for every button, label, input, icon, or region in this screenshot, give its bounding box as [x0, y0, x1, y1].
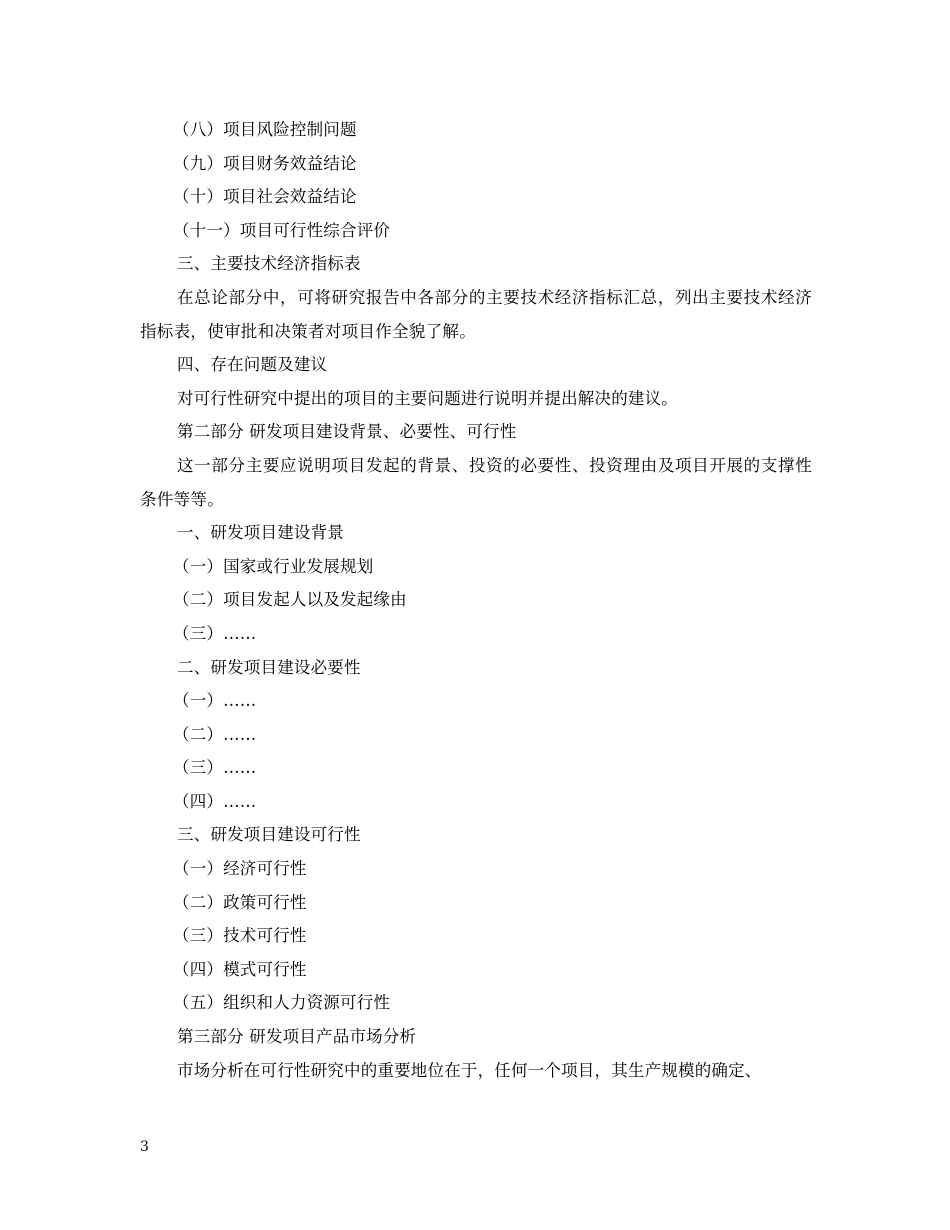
list-item: （一）经济可行性	[173, 859, 307, 879]
list-item: （二）政策可行性	[173, 892, 307, 912]
heading-line: 四、存在问题及建议	[177, 355, 328, 375]
paragraph: 在总论部分中，可将研究报告中各部分的主要技术经济指标汇总，列出主要技术经济指标表，使审批和决策者对项目作全貌了解。	[140, 287, 812, 341]
list-item: （三）……	[173, 758, 257, 778]
heading-line: 一、研发项目建设背景	[177, 523, 344, 543]
list-item: （二）项目发起人以及发起缘由	[173, 590, 407, 610]
heading-line: 第二部分 研发项目建设背景、必要性、可行性	[177, 422, 517, 442]
list-item: （一）国家或行业发展规划	[173, 556, 374, 576]
heading-line: 三、研发项目建设可行性	[177, 825, 361, 845]
heading-line: 三、主要技术经济指标表	[177, 254, 361, 274]
document-body	[140, 113, 812, 1087]
list-item: （一）……	[173, 691, 257, 711]
list-item: （四）……	[173, 791, 257, 811]
list-item: （十一）项目可行性综合评价	[173, 220, 391, 240]
heading-line: 对可行性研究中提出的项目的主要问题进行说明并提出解决的建议。	[177, 388, 678, 408]
list-item: （十）项目社会效益结论	[173, 187, 357, 207]
list-item: （三）……	[173, 623, 257, 643]
page-number: 3	[140, 1139, 149, 1155]
list-item: （五）组织和人力资源可行性	[173, 993, 391, 1013]
list-item: （八）项目风险控制问题	[173, 120, 357, 139]
heading-line: 市场分析在可行性研究中的重要地位在于，任何一个项目，其生产规模的确定、	[177, 1060, 762, 1080]
list-item: （九）项目财务效益结论	[173, 153, 357, 173]
list-item: （二）……	[173, 724, 257, 744]
list-item: （三）技术可行性	[173, 926, 307, 946]
list-item: （四）模式可行性	[173, 959, 307, 979]
heading-line: 第三部分 研发项目产品市场分析	[177, 1027, 417, 1047]
paragraph: 这一部分主要应说明项目发起的背景、投资的必要性、投资理由及项目开展的支撑性条件等等。	[140, 455, 812, 509]
heading-line: 二、研发项目建设必要性	[177, 657, 361, 677]
